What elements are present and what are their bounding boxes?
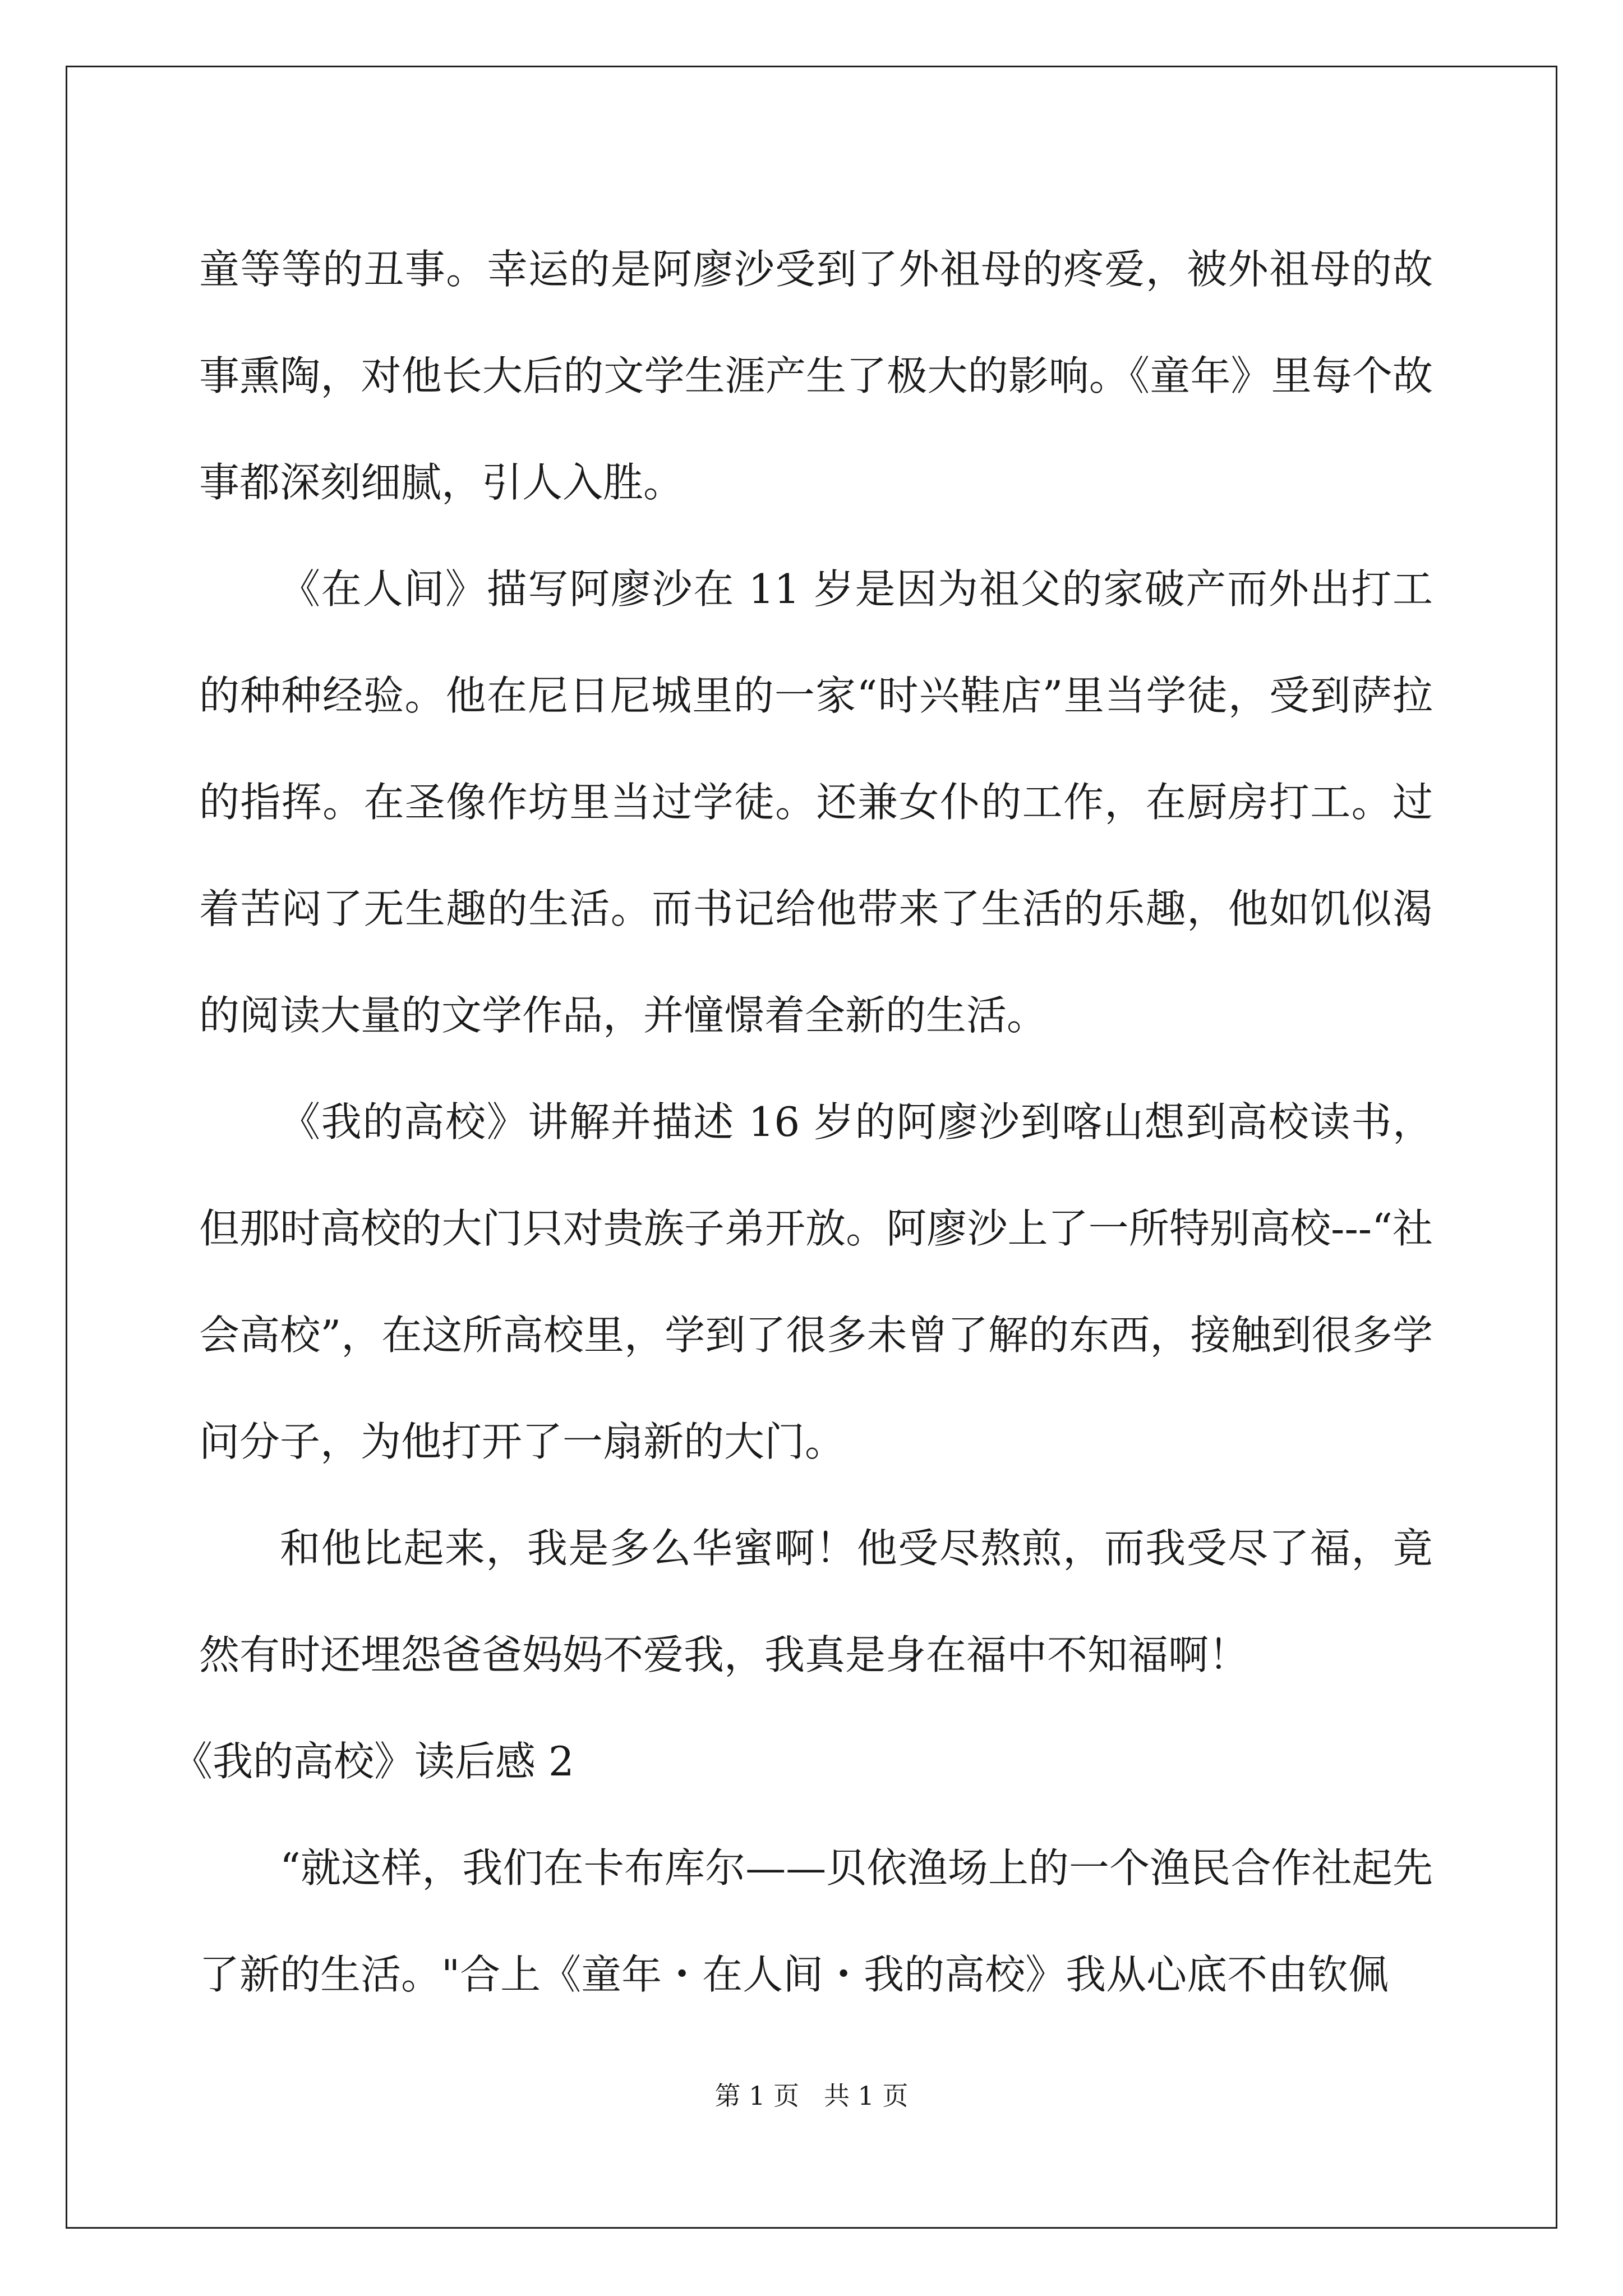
page-footer	[0, 2079, 1623, 2113]
paragraph-2: 《在人间》描写阿廖沙在 11 岁是因为祖父的家破产而外出打工的种种经验。他在尼日尼城里的一家“时兴鞋店”里当学徒，受到萨拉的指挥。在圣像作坊里当过学徒。还兼女仆的工作，在厨房打工。过着苦闷了无生趣的生活。而书记给他带来了生活的乐趣，他如饥似渴的阅读大量的文学作品，并憧憬着全新的生活。	[199, 565, 1433, 1039]
section-heading: 《我的高校》读后感 2	[172, 1738, 574, 1785]
paragraph-3: 《我的高校》讲解并描述 16 岁的阿廖沙到喀山想到高校读书，但那时高校的大门只对贵族子弟开放。阿廖沙上了一所特别高校---“社会高校”，在这所高校里，学到了很多未曾了解的东西，接触到很多学问分子，为他打开了一扇新的大门。	[199, 1098, 1433, 1465]
paragraph-5: “就这样，我们在卡布库尔——贝依渔场上的一个渔民合作社起先了新的生活。"合上《童年・在人间・我的高校》我从心底不由钦佩	[199, 1844, 1433, 1998]
page-total: 共 1 页	[823, 2081, 909, 2111]
paragraph-4: 和他比起来，我是多么华蜜啊！他受尽熬煎，而我受尽了福，竟然有时还埋怨爸爸妈妈不爱我，我真是身在福中不知福啊！	[199, 1525, 1433, 1678]
document-body	[172, 216, 1433, 2028]
page-number: 第 1 页	[714, 2081, 800, 2111]
paragraph-1: 童等等的丑事。幸运的是阿廖沙受到了外祖母的疼爱，被外祖母的故事熏陶，对他长大后的文学生涯产生了极大的影响。《童年》里每个故事都深刻细腻，引人入胜。	[199, 246, 1433, 506]
